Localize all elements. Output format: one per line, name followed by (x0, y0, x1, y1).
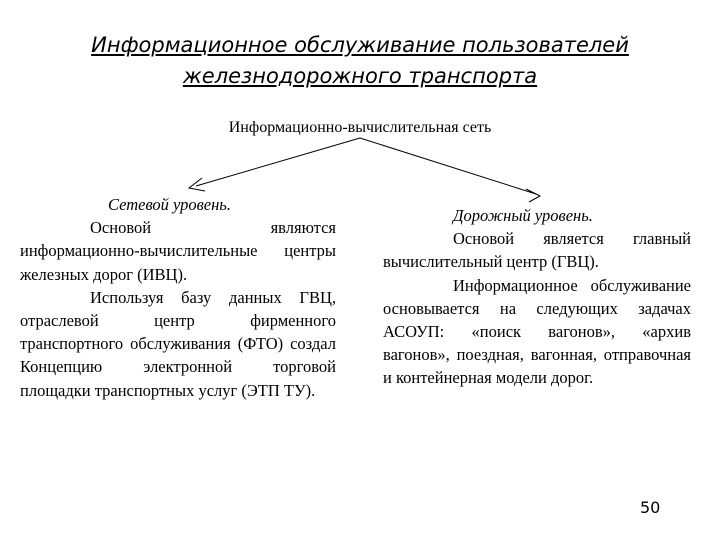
right-arrow-line (360, 138, 536, 194)
left-arrow-line (196, 138, 360, 186)
network-level-paragraph-1: Основой являются информационно-вычислительные центры железных дорог (ИВЦ). (20, 218, 336, 284)
road-level-paragraph-1: Основой является главный вычислительный центр (ГВЦ). (383, 229, 691, 272)
slide-title-line1: Информационное обслуживание пользователей (91, 33, 629, 57)
road-level-heading: Дорожный уровень. (453, 206, 593, 225)
slide-title-line2: железнодорожного транспорта (182, 64, 538, 88)
network-level-column (20, 193, 336, 402)
right-arrow-head (526, 189, 540, 202)
page-number: 50 (640, 498, 661, 517)
road-level-paragraph-2: Информационное обслуживание основывается на следующих задачах АСОУП: «поиск вагонов», «архив вагонов», поездная, вагонная, отправочная и контейнерная модели дорог. (383, 275, 691, 388)
network-label: Информационно-вычислительная сеть (228, 119, 492, 136)
network-level-paragraph-2: Используя базу данных ГВЦ, отраслевой центр фирменного транспортного обслуживания (ФТО) создал Концепцию электронной торговой площадки транспортных услуг (ЭТП ТУ). (20, 287, 336, 400)
road-level-column (383, 204, 691, 390)
network-level-heading: Сетевой уровень. (108, 195, 231, 214)
